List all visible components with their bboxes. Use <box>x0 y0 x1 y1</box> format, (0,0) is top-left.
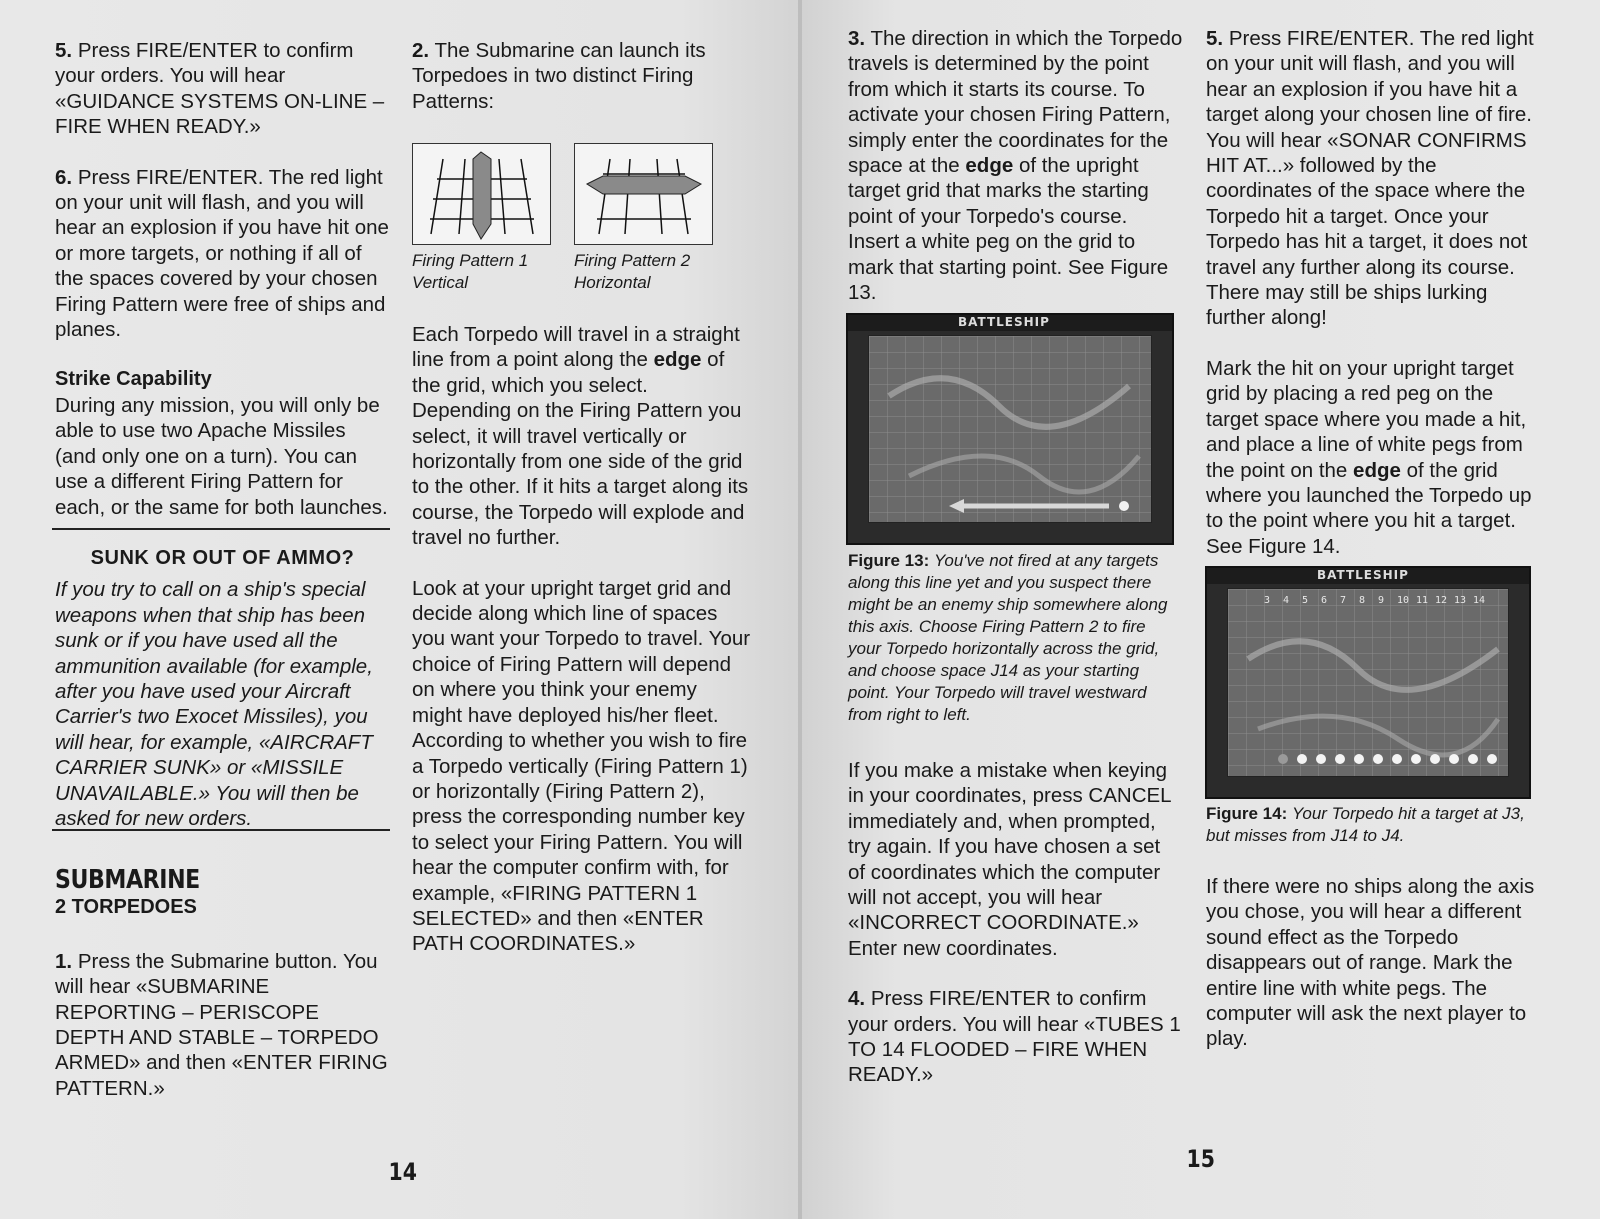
firing-pattern-2-diagram <box>574 143 713 245</box>
figure-label: Figure 14: <box>1206 804 1288 823</box>
step-5-paragraph <box>1206 26 1546 331</box>
step-3-paragraph <box>848 26 1183 305</box>
figure-label: Figure 13: <box>848 551 930 570</box>
grid-column-number: 10 <box>1397 595 1410 606</box>
figure-14-caption <box>1206 803 1546 847</box>
emphasis: edge <box>1353 458 1401 482</box>
emphasis: edge <box>965 154 1014 178</box>
step-2-paragraph <box>412 38 752 114</box>
choose-pattern-paragraph: Look at your upright target grid and decide along which line of spaces you want your Torpedo to travel. Your choice of Firing Pattern will depend on where you think your enemy might have deployed his/her fleet. According to whether you wish to fire a Torpedo vertically (Firing Pattern 1) or horizontally (Firing Pattern 2), press the corresponding number key to select your Firing Pattern. You will hear the computer confirm with, for example, «FIRING PATTERN 1 SELECTED» and then «ENTER PATH COORDINATES.» <box>412 576 751 956</box>
step-text: Press FIRE/ENTER to confirm your orders. You will hear «GUIDANCE SYSTEMS ON-LINE – FIRE WHEN READY.» <box>55 39 385 139</box>
firing-pattern-2-caption <box>574 250 734 294</box>
text-run: of the grid, which you select. Depending on the Firing Pattern you select, it will travel vertically or horizontally from one side of the grid to the other. If it hits a target along its course, the Torpedo will explode and travel no further. <box>412 348 749 550</box>
caption-line: Firing Pattern 2 <box>574 251 691 270</box>
unit-brand-label: BATTLESHIP <box>1317 568 1409 582</box>
torpedo-travel-paragraph <box>412 322 752 551</box>
emphasis: edge <box>653 348 702 372</box>
unit-brand-label: BATTLESHIP <box>958 315 1050 329</box>
step-number: 2. <box>412 39 430 62</box>
right-column-1 <box>848 26 1183 330</box>
gutter <box>798 0 802 1219</box>
white-peg <box>1411 754 1421 764</box>
step-text: The Submarine can launch its Torpedoes in two distinct Firing Patterns: <box>412 39 706 113</box>
mark-hit-paragraph <box>1206 356 1546 559</box>
sunk-or-ammo-box <box>55 536 390 831</box>
grid-illustration <box>869 336 1151 522</box>
left-column-2-body <box>412 322 752 982</box>
horizontal-grid-illustration <box>575 144 712 244</box>
vertical-grid-illustration <box>413 144 550 244</box>
white-peg <box>1297 754 1307 764</box>
firing-pattern-1-diagram <box>412 143 551 245</box>
right-column-1-body <box>848 758 1183 1113</box>
step-number: 1. <box>55 949 73 973</box>
caption-line: Vertical <box>412 273 469 292</box>
figure-14-photo <box>1205 566 1531 799</box>
white-peg <box>1430 754 1440 764</box>
target-grid-screen <box>868 335 1152 523</box>
step-text: Press FIRE/ENTER. The red light on your unit will flash, and you will hear an explosion if you have hit a target along your chosen line of fire. You will hear «SONAR CONFIRMS HIT AT...» followed by the coordinates of the space where the Torpedo hit a target. Once your Torpedo has hit a target, it does not travel any further along its course. There may still be ships lurking further along! <box>1206 27 1534 330</box>
grid-column-number: 5 <box>1302 595 1309 606</box>
step-number: 5. <box>55 39 73 62</box>
step-text: Press the Submarine button. You will hear «SUBMARINE REPORTING – PERISCOPE DEPTH AND STABLE – TORPEDO ARMED» and then «ENTER FIRING PATTERN.» <box>55 949 388 1100</box>
grid-illustration <box>1228 589 1508 776</box>
right-column-2-body <box>1206 874 1536 1077</box>
figure-13-caption <box>848 550 1178 726</box>
white-peg <box>1335 754 1345 764</box>
submarine-subtitle: 2 TORPEDOES <box>55 896 197 919</box>
white-peg <box>1316 754 1326 764</box>
firing-pattern-1-caption <box>412 250 562 294</box>
white-peg <box>1392 754 1402 764</box>
step-number: 4. <box>848 987 866 1011</box>
grid-column-number: 7 <box>1340 595 1347 606</box>
target-grid-screen <box>1227 588 1509 777</box>
text-run: of the grid where you launched the Torpedo up to the point where you hit a target. See Figure 14. <box>1206 458 1532 558</box>
right-column-2 <box>1206 26 1546 584</box>
step-1-paragraph <box>55 949 390 1101</box>
grid-column-number: 13 <box>1454 595 1467 606</box>
box-top-rule <box>52 528 390 530</box>
step-6-paragraph <box>55 165 390 343</box>
submarine-title: SUBMARINE <box>55 865 200 895</box>
box-bottom-rule <box>52 829 390 831</box>
grid-column-number: 4 <box>1283 595 1290 606</box>
box-title: SUNK OR OUT OF AMMO? <box>90 547 355 569</box>
grid-column-number: 6 <box>1321 595 1328 606</box>
left-column-1 <box>55 38 390 545</box>
grid-column-number: 12 <box>1435 595 1448 606</box>
caption-line: Firing Pattern 1 <box>412 251 529 270</box>
red-peg-hit <box>1278 754 1288 764</box>
grid-column-number: 11 <box>1416 595 1429 606</box>
mistake-paragraph: If you make a mistake when keying in your coordinates, press CANCEL immediately and, when prompted, try again. If you have chosen a set of coordinates which the computer will not accept, you will hear «INCORRECT COORDINATE.» Enter new coordinates. <box>848 759 1171 960</box>
box-text: If you try to call on a ship's special weapons when that ship has been sunk or if you have used all the ammunition available (for example, after you have used your Aircraft Carrier's two Exocet Missiles), you will hear, for example, «AIRCRAFT CARRIER SUNK» or «MISSILE UNAVAILABLE.» You will then be asked for new orders. <box>55 578 373 831</box>
caption-line: Horizontal <box>574 273 651 292</box>
text-run: Each Torpedo will travel in a straight line from a point along the <box>412 323 740 372</box>
white-peg <box>1487 754 1497 764</box>
step-text: Press FIRE/ENTER. The red light on your unit will flash, and you will hear an explosion if you have hit one or more targets, or nothing if all of the spaces covered by your chosen Firing Pattern were free of ships and planes. <box>55 165 389 342</box>
step-text: Press FIRE/ENTER to confirm your orders. You will hear «TUBES 1 TO 14 FLOODED – FIRE WHEN READY.» <box>848 987 1181 1087</box>
page-number-15: 15 <box>1186 1145 1215 1173</box>
white-peg <box>1373 754 1383 764</box>
text-run: The direction in which the Torpedo travels is determined by the point from which it starts its course. To activate your chosen Firing Pattern, simply enter the coordinates for the space at the <box>848 27 1183 178</box>
strike-capability-text: During any mission, you will only be able to use two Apache Missiles (and only one on a turn). You can use a different Firing Pattern for each, or the same for both launches. <box>55 393 388 519</box>
figure-13-photo <box>846 313 1174 545</box>
step-number: 5. <box>1206 27 1224 50</box>
step-5-paragraph <box>55 38 390 140</box>
step-number: 6. <box>55 165 73 189</box>
grid-column-number: 14 <box>1473 595 1486 606</box>
grid-column-number: 9 <box>1378 595 1385 606</box>
white-peg <box>1449 754 1459 764</box>
text-run: Mark the hit on your upright target grid by placing a red peg on the target space where you made a hit, and place a line of white pegs from the point on the <box>1206 356 1527 482</box>
step-4-paragraph <box>848 986 1183 1088</box>
strike-capability-heading: Strike Capability <box>55 368 212 391</box>
white-peg <box>1354 754 1364 764</box>
page-number-14: 14 <box>388 1158 417 1186</box>
submarine-section <box>55 865 390 1126</box>
grid-column-number: 8 <box>1359 595 1366 606</box>
step-number: 3. <box>848 27 866 50</box>
grid-column-number: 3 <box>1264 595 1271 606</box>
white-peg <box>1468 754 1478 764</box>
figure-caption-text: Your Torpedo hit a target at J3, but misses from J14 to J4. <box>1206 804 1525 845</box>
figure-caption-text: You've not fired at any targets along this line yet and you suspect there might be an enemy ship somewhere along this axis. Choose Firing Pattern 2 to fire your Torpedo horizontally across the grid, and choose space J14 as your starting point. Your Torpedo will travel westward from right to left. <box>848 551 1168 724</box>
text-run: of the upright target grid that marks the starting point of your Torpedo's course. Insert a white peg on the grid to mark that starting point. See Figure 13. <box>848 154 1169 305</box>
no-ships-paragraph: If there were no ships along the axis you chose, you will hear a different sound effect as the Torpedo disappears out of range. Mark the entire line with white pegs. The computer will ask the next player to play. <box>1206 875 1535 1051</box>
